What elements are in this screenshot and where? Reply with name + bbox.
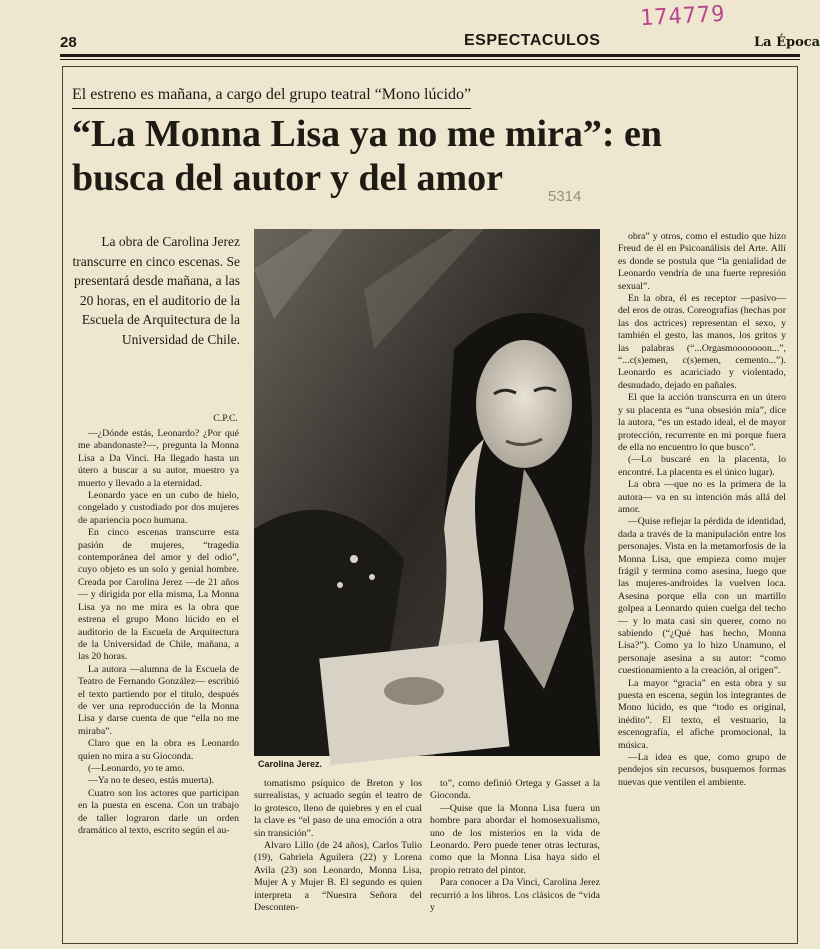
paragraph: El que la acción transcurra en un útero y su placenta es “una obsesión mía”, dice la autora, “es un estado ideal, el de mayor protección, recurrente en mi porque fuera de ella no encuentro lo que busco”. xyxy=(618,392,786,453)
paragraph: —Quise reflejar la pérdida de identidad, dada a través de la manipulación entre los personajes. Vista en la metamorfosis de la Monna Lisa, que empieza como mujer frágil y termina como asesina, luego que las mujeres-androides la vuelven loca. Asesina porque ella con un martillo golpea a Leonardo quien cuelga del techo— y lo mata casi sin querer, como no sabiendo (“¿Qué has hecho, Monna Lisa?”). Como ya lo hizo Unamuno, el personaje asesina a su autor: “como cuestionamiento a la creación, al origen”. xyxy=(618,516,786,677)
newspaper-name: La Época xyxy=(754,35,820,50)
paragraph: (—Leonardo, yo te amo. xyxy=(88,762,185,774)
paragraph: En la obra, él es receptor —pasivo— del eros de otras. Coreografías (hechas por las dos actrices) representan el sexo, y también el gesto, las manos, los gritos y las palabras (“...Orgasmooooooon...”, “...c(s)emen, c(s)emen, cemento...”). Leonardo es acariciado y violentado, desnudado, dejado en pañales. xyxy=(618,293,786,391)
paragraph: Alvaro Lillo (de 24 años), Carlos Tulio (19), Gabriela Aguilera (22) y Lorena Avila (23) son Leonardo, Monna Lisa, Mujer A y Mujer B. El segundo es quien interpreta a “Nuestra Señora del Desconten- xyxy=(254,840,422,914)
archive-number: 174779 xyxy=(639,1,727,32)
deck: La obra de Carolina Jerez transcurre en cinco escenas. Se presentará desde mañana, a las 20 horas, en el auditorio de la Escuela de Arquitectura de la Universidad de Chile. xyxy=(72,234,240,347)
photo-caption: Carolina Jerez. xyxy=(258,759,323,769)
paragraph: —¿Dónde estás, Leonardo? ¿Por qué me abandonaste?—, pregunta la Monna Lisa a Da Vinci. Ha llegado hasta un útero a buscar a su autor, muestro ya muerto y llevado a la eternidad. xyxy=(78,428,239,489)
paragraph: Claro que en la obra es Leonardo quien no mira a su Gioconda. xyxy=(78,738,239,762)
paragraph: Leonardo yace en un cubo de hielo, congelado y custodiado por dos mujeres de apariencia poco humana. xyxy=(78,490,239,526)
column-1 xyxy=(78,428,239,837)
paragraph: La obra —que no es la primera de la autora— va en su intención más allá del amor. xyxy=(618,479,786,515)
pencil-note: 5314 xyxy=(548,188,582,205)
column-4 xyxy=(618,231,786,789)
header-rule xyxy=(60,54,800,57)
paragraph: La autora —alumna de la Escuela de Teatro de Fernando González— escribió el texto partiendo por el título, después de ver una reproducción de la Monna Lisa y darse cuenta de que “ella no me miraba”. xyxy=(78,663,239,737)
header-rule-thin xyxy=(60,59,800,60)
paragraph: —Quise que la Monna Lisa fuera un hombre para abordar el homosexualismo, uno de los misterios en la vida de Leonardo. Pero puede tener otras lecturas, como que la Monna Lisa haya sido el propio retrato del pintor. xyxy=(430,802,600,876)
paragraph: obra” y otros, como el estudio que hizo Freud de él en Psicoanálisis del Arte. Allí es donde se postula que “la genialidad de Leonardo vendría de una fuerte represión sexual”. xyxy=(618,231,786,292)
section-title: ESPECTACULOS xyxy=(464,32,601,49)
paragraph: —La idea es que, como grupo de pendejos sin recursos, busquemos formas nuevas que ventilen el ambiente. xyxy=(618,752,786,788)
photo xyxy=(254,229,600,756)
paragraph: La mayor “gracia” en esta obra y su puesta en escena, según los integrantes de Mono lúcido, es que “todo es original, inédito”. El texto, el vestuario, la escenografía, el afiche promocional, la música. xyxy=(618,677,786,751)
column-3 xyxy=(430,778,600,914)
headline: “La Monna Lisa ya no me mira”: en busca del autor y del amor xyxy=(72,113,663,199)
page-number: 28 xyxy=(60,34,77,51)
paragraph: Para conocer a Da Vinci, Carolina Jerez recurrió a los libros. Los clásicos de “vida y xyxy=(430,877,600,914)
paragraph: tomatismo psíquico de Breton y los surrealistas, y actuado según el teatro de lo grotesco, lleno de quiebres y en el cual la clave es “el paso de una emoción a otra sin transición”. xyxy=(254,778,422,839)
byline: C.P.C. xyxy=(213,413,238,424)
paragraph: —Ya no te deseo, estás muerta). xyxy=(88,775,215,787)
paragraph: (—Lo buscaré en la placenta, lo encontré. La placenta es el único lugar). xyxy=(618,454,786,478)
kicker: El estreno es mañana, a cargo del grupo teatral “Mono lúcido” xyxy=(72,86,471,109)
paragraph: Cuatro son los actores que participan en la puesta en escena. Con un trabajo de taller lograron darle un orden dramático al texto, escrito según el au- xyxy=(78,787,239,836)
paragraph: to”, como definió Ortega y Gasset a la Gioconda. xyxy=(430,778,600,802)
column-2 xyxy=(254,778,422,914)
paragraph: En cinco escenas transcurre esta pasión de mujeres, “tragedia contemporánea del amor y del odio”, cuyo objeto es un solo y genial hombre. Creada por Carolina Jerez —de 21 años— y dirigida por ella misma, La Monna Lisa ya no me mira es la obra que estrena el grupo Mono lúcido en el auditorio de la Escuela de Arquitectura de la Universidad de Chile, mañana, a las 20 horas. xyxy=(78,527,239,663)
portrait-illustration xyxy=(254,229,600,756)
